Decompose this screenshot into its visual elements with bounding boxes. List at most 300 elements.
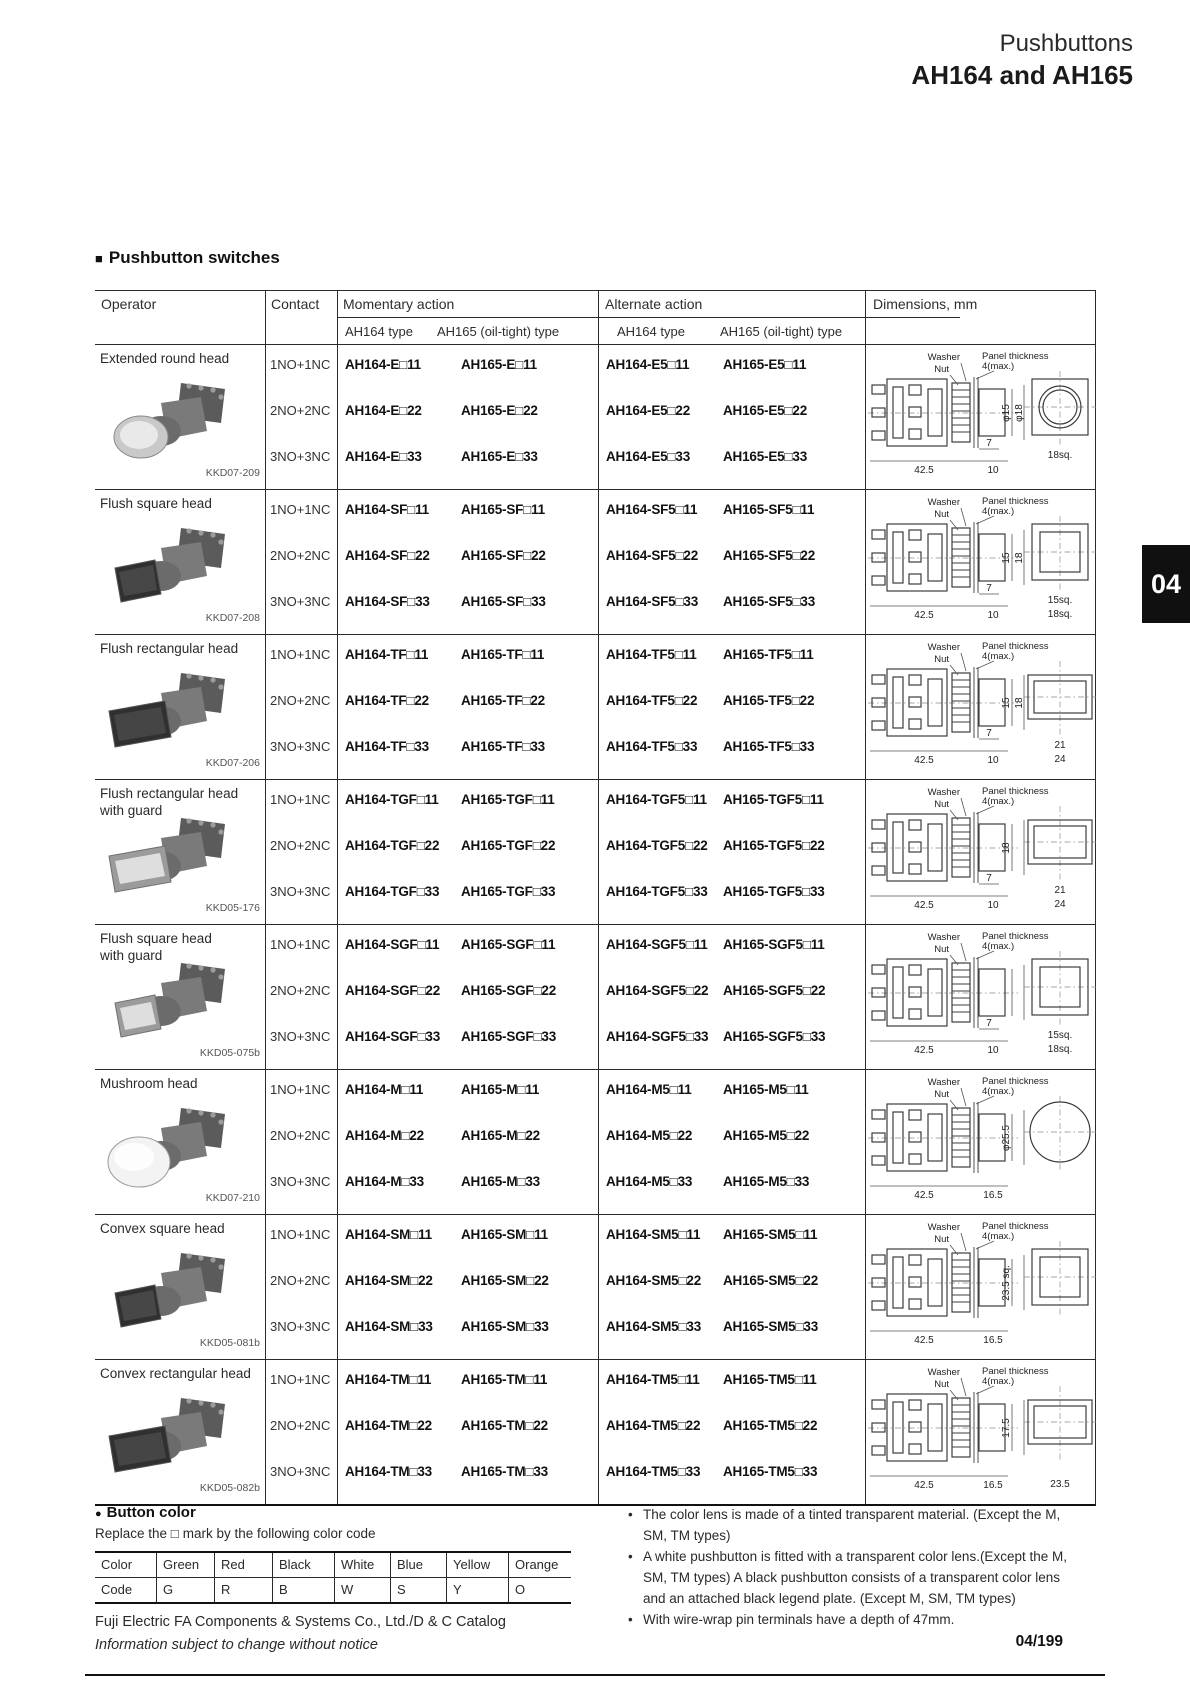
operator-cell — [95, 345, 265, 489]
bullet-icon: • — [628, 1549, 633, 1564]
button-color-title — [95, 1504, 196, 1521]
contact-cell — [265, 1070, 338, 1214]
part-number: AH165-SGF5□33 — [723, 1029, 826, 1044]
part-number: AH164-TM□33 — [345, 1464, 432, 1479]
part-number: AH164-TM□22 — [345, 1418, 432, 1433]
product-photo — [103, 957, 253, 1047]
part-number: AH164-M□11 — [345, 1082, 424, 1097]
vertical-dim-1: 18 — [1001, 842, 1012, 854]
nut-washer-drawing — [952, 818, 970, 877]
operator-name: Convex square head — [100, 1221, 225, 1236]
panel-thickness-label: Panel thickness — [982, 1221, 1049, 1232]
vertical-dim-2: φ18 — [1014, 404, 1025, 422]
bottom-dim-1: 42.5 — [914, 610, 934, 621]
terminal-block-drawing — [872, 379, 947, 446]
part-number: AH165-SGF□22 — [461, 983, 557, 998]
part-number: AH164-SM□33 — [345, 1319, 433, 1334]
part-number: AH164-SM5□22 — [606, 1273, 702, 1288]
part-number: AH165-SF5□33 — [723, 594, 816, 609]
part-number: AH164-TF□22 — [345, 693, 429, 708]
part-number: AH164-TF□33 — [345, 739, 429, 754]
code-cell: Y — [447, 1578, 509, 1602]
part-number: AH165-TGF5□33 — [723, 884, 825, 899]
part-number: AH164-SF□22 — [345, 548, 430, 563]
table-row — [95, 635, 1095, 780]
header-vline — [598, 291, 599, 344]
vertical-dim-2: 18 — [1014, 552, 1025, 564]
part-number: AH165-E5□33 — [723, 449, 808, 464]
part-number: AH165-TM□22 — [461, 1418, 548, 1433]
color-cell: Black — [273, 1553, 335, 1577]
part-number: AH165-SM□22 — [461, 1273, 549, 1288]
table-row — [95, 345, 1095, 490]
nut-label: Nut — [934, 509, 949, 520]
dimensions-cell — [865, 925, 1096, 1069]
code-cell: Code — [95, 1578, 157, 1602]
part-number: AH164-TGF5□22 — [606, 838, 708, 853]
contact-rating: 1NO+1NC — [270, 1372, 331, 1387]
part-number: AH165-SF□22 — [461, 548, 546, 563]
contact-rating: 3NO+3NC — [270, 594, 331, 609]
panel-thickness-label: Panel thickness — [982, 496, 1049, 507]
vertical-dim-1: φ15 — [1001, 404, 1012, 422]
bullet-icon: ● — [95, 1508, 102, 1520]
part-number: AH164-E5□11 — [606, 357, 690, 372]
terminal-block-drawing — [872, 1104, 947, 1171]
vertical-dim-1: 15 — [1001, 552, 1012, 564]
dimensions-cell — [865, 1215, 1096, 1359]
part-number: AH164-E5□33 — [606, 449, 691, 464]
part-number: AH164-SF5□22 — [606, 548, 699, 563]
vertical-dim-2: 18 — [1014, 697, 1025, 709]
nut-label: Nut — [934, 1379, 949, 1390]
top-dim — [979, 1018, 999, 1029]
top-dim-value: 7 — [986, 1018, 992, 1029]
panel-thickness-value: 4(max.) — [982, 361, 1015, 372]
momentary-cell — [337, 1215, 599, 1359]
part-number: AH165-TF□33 — [461, 739, 545, 754]
part-number: AH165-TM5□22 — [723, 1418, 818, 1433]
bottom-dim-1: 42.5 — [914, 900, 934, 911]
momentary-cell — [337, 780, 599, 924]
washer-label: Washer — [927, 642, 960, 653]
note-item — [628, 1609, 1073, 1630]
terminal-block-drawing — [872, 814, 947, 881]
pushbutton-table — [95, 290, 1096, 1506]
header-vline — [265, 291, 266, 344]
part-number: AH165-TM□11 — [461, 1372, 548, 1387]
dimensions-cell — [865, 1360, 1096, 1504]
alternate-cell — [598, 925, 866, 1069]
momentary-cell — [337, 490, 599, 634]
contact-rating: 3NO+3NC — [270, 1174, 331, 1189]
part-number: AH164-TM5□22 — [606, 1418, 701, 1433]
part-number: AH165-SM□33 — [461, 1319, 549, 1334]
photo-id: KKD07-206 — [205, 757, 260, 769]
page-number: 04/199 — [1015, 1633, 1063, 1650]
part-number: AH164-TF5□22 — [606, 693, 698, 708]
alternate-cell — [598, 635, 866, 779]
part-number: AH164-M□33 — [345, 1174, 424, 1189]
part-number: AH165-SGF□11 — [461, 937, 556, 952]
contact-cell — [265, 1215, 338, 1359]
contact-rating: 2NO+2NC — [270, 1128, 331, 1143]
part-number: AH164-TGF□11 — [345, 792, 439, 807]
panel-thickness-value: 4(max.) — [982, 506, 1015, 517]
part-number: AH165-E□11 — [461, 357, 537, 372]
part-number: AH164-SM□22 — [345, 1273, 433, 1288]
contact-rating: 2NO+2NC — [270, 1418, 331, 1433]
contact-rating: 1NO+1NC — [270, 502, 331, 517]
part-number: AH164-E5□22 — [606, 403, 691, 418]
operator-cell — [95, 1360, 265, 1504]
operator-name-line2: with guard — [100, 803, 163, 818]
front-dim-2: 24 — [1054, 899, 1066, 910]
photo-id: KKD07-210 — [205, 1192, 260, 1204]
dimension-drawing — [866, 784, 1096, 918]
panel-thickness-label: Panel thickness — [982, 641, 1049, 652]
table-row — [95, 490, 1095, 635]
part-number: AH164-TGF□22 — [345, 838, 440, 853]
bottom-dim-2: 16.5 — [983, 1335, 1003, 1346]
part-number: AH164-TM□11 — [345, 1372, 432, 1387]
contact-rating: 3NO+3NC — [270, 739, 331, 754]
part-number: AH165-SF□11 — [461, 502, 545, 517]
table-row — [95, 925, 1095, 1070]
notes-list — [628, 1504, 1073, 1630]
contact-rating: 3NO+3NC — [270, 1464, 331, 1479]
page-title: Pushbuttons — [999, 30, 1133, 57]
contact-rating: 3NO+3NC — [270, 449, 331, 464]
momentary-cell — [337, 1360, 599, 1504]
dimensions-cell — [865, 1070, 1096, 1214]
front-dim-1: 18sq. — [1047, 450, 1073, 461]
nut-washer-drawing — [952, 528, 970, 587]
panel-thickness-value: 4(max.) — [982, 796, 1015, 807]
part-number: AH164-SF□11 — [345, 502, 429, 517]
part-number: AH164-E□33 — [345, 449, 422, 464]
subheader-ah165-momentary: AH165 (oil-tight) type — [437, 324, 560, 339]
bullet-icon: • — [628, 1612, 633, 1627]
part-number: AH165-SM5□22 — [723, 1273, 819, 1288]
rect-head-illustration — [109, 1426, 171, 1472]
contact-rating: 2NO+2NC — [270, 403, 331, 418]
bullet-icon: • — [628, 1507, 633, 1522]
alternate-cell — [598, 780, 866, 924]
part-number: AH164-TGF5□33 — [606, 884, 708, 899]
panel-thickness-value: 4(max.) — [982, 1376, 1015, 1387]
product-photo — [103, 812, 253, 902]
top-dim — [979, 873, 999, 884]
washer-label: Washer — [927, 787, 960, 798]
front-dim-1: 15sq. — [1047, 595, 1073, 606]
momentary-cell — [337, 345, 599, 489]
photo-id: KKD07-209 — [205, 467, 260, 479]
dimension-drawing — [866, 1364, 1096, 1498]
nut-washer-drawing — [952, 1108, 970, 1167]
terminal-block-drawing — [872, 669, 947, 736]
nut-label: Nut — [934, 944, 949, 955]
color-cell: Green — [157, 1553, 215, 1577]
part-number: AH165-SGF□33 — [461, 1029, 557, 1044]
part-number: AH164-SF5□11 — [606, 502, 698, 517]
bottom-dim-2: 10 — [987, 610, 999, 621]
top-dim — [979, 438, 999, 449]
header-vline — [865, 291, 866, 344]
part-number: AH164-M5□33 — [606, 1174, 693, 1189]
product-photo — [103, 667, 253, 757]
product-photo — [103, 522, 253, 612]
part-number: AH165-TM5□11 — [723, 1372, 817, 1387]
part-number: AH164-SGF5□22 — [606, 983, 709, 998]
part-number: AH165-M5□22 — [723, 1128, 810, 1143]
part-number: AH164-M5□11 — [606, 1082, 692, 1097]
part-number: AH164-M5□22 — [606, 1128, 693, 1143]
dimension-drawing — [866, 494, 1096, 628]
part-number: AH164-SGF□33 — [345, 1029, 441, 1044]
washer-label: Washer — [927, 497, 960, 508]
part-number: AH165-M□22 — [461, 1128, 540, 1143]
contact-cell — [265, 490, 338, 634]
note-text: A white pushbutton is fitted with a transparent color lens.(Except the M, SM, TM types) A black pushbutton consists of a transparent color lens and an attached black legend plate. (Except M, SM, TM types) — [643, 1549, 1067, 1606]
operator-name-line2: with guard — [100, 948, 163, 963]
operator-cell — [95, 780, 265, 924]
round-head-illustration — [114, 416, 168, 458]
photo-id: KKD05-082b — [199, 1482, 260, 1494]
part-number: AH164-TGF5□11 — [606, 792, 707, 807]
part-number: AH164-TF5□11 — [606, 647, 697, 662]
operator-cell — [95, 925, 265, 1069]
square-head-illustration — [115, 560, 161, 602]
contact-cell — [265, 780, 338, 924]
panel-thickness-label: Panel thickness — [982, 1076, 1049, 1087]
operator-name: Flush square head — [100, 931, 212, 946]
button-color-title-text: Button color — [106, 1504, 196, 1521]
part-number: AH164-SF□33 — [345, 594, 430, 609]
dimension-drawing — [866, 1219, 1096, 1353]
table-row — [95, 780, 1095, 925]
part-number: AH164-E□22 — [345, 403, 422, 418]
panel-thickness-label: Panel thickness — [982, 931, 1049, 942]
code-cell: S — [391, 1578, 447, 1602]
part-number: AH164-TF□11 — [345, 647, 429, 662]
table-row — [95, 1215, 1095, 1360]
bottom-dim-2: 10 — [987, 465, 999, 476]
col-header-momentary: Momentary action — [343, 296, 455, 312]
part-number: AH164-SM5□11 — [606, 1227, 701, 1242]
operator-name: Extended round head — [100, 351, 230, 366]
nut-label: Nut — [934, 1089, 949, 1100]
front-dim-1: 15sq. — [1047, 1030, 1073, 1041]
bottom-dim-1: 42.5 — [914, 1480, 934, 1491]
contact-rating: 1NO+1NC — [270, 937, 331, 952]
contact-rating: 1NO+1NC — [270, 357, 331, 372]
terminal-block-drawing — [872, 1249, 947, 1316]
front-dim-2: 18sq. — [1047, 609, 1073, 620]
note-text: With wire-wrap pin terminals have a depth of 47mm. — [643, 1612, 955, 1627]
part-number: AH165-E□22 — [461, 403, 538, 418]
part-number: AH164-SGF5□11 — [606, 937, 708, 952]
color-cell: Blue — [391, 1553, 447, 1577]
dimension-drawing — [866, 929, 1096, 1063]
note-text: The color lens is made of a tinted transparent material. (Except the M, SM, TM types) — [643, 1507, 1061, 1543]
contact-cell — [265, 925, 338, 1069]
part-number: AH164-E□11 — [345, 357, 421, 372]
terminal-block-drawing — [872, 959, 947, 1026]
bottom-dim-1: 42.5 — [914, 1190, 934, 1201]
nut-washer-drawing — [952, 383, 970, 442]
part-number: AH165-TGF□11 — [461, 792, 555, 807]
code-cell: W — [335, 1578, 391, 1602]
dimension-drawing — [866, 639, 1096, 773]
section-marker-icon: ■ — [95, 251, 103, 266]
section-title — [95, 248, 280, 268]
part-number: AH164-SM5□33 — [606, 1319, 702, 1334]
operator-cell — [95, 1070, 265, 1214]
bottom-dim-1: 42.5 — [914, 1335, 934, 1346]
contact-rating: 3NO+3NC — [270, 1319, 331, 1334]
part-number: AH165-M5□11 — [723, 1082, 809, 1097]
contact-rating: 3NO+3NC — [270, 884, 331, 899]
operator-name: Flush square head — [100, 496, 212, 511]
part-number: AH165-TM□33 — [461, 1464, 548, 1479]
bottom-dim-1: 42.5 — [914, 755, 934, 766]
terminal-block-drawing — [872, 1394, 947, 1461]
vertical-dim-1: 23.5 sq. — [1001, 1265, 1012, 1301]
code-cell: G — [157, 1578, 215, 1602]
part-number: AH165-SM5□33 — [723, 1319, 819, 1334]
operator-name: Convex rectangular head — [100, 1366, 251, 1381]
nut-washer-drawing — [952, 1253, 970, 1312]
operator-name: Mushroom head — [100, 1076, 198, 1091]
nut-label: Nut — [934, 1234, 949, 1245]
part-number: AH165-SGF5□11 — [723, 937, 825, 952]
vertical-dim-1: 17.5 — [1001, 1418, 1012, 1438]
panel-thickness-label: Panel thickness — [982, 786, 1049, 797]
subheader-ah165-alternate: AH165 (oil-tight) type — [720, 324, 843, 339]
page-subtitle: AH164 and AH165 — [911, 60, 1133, 90]
contact-rating: 2NO+2NC — [270, 548, 331, 563]
col-header-operator: Operator — [101, 296, 157, 312]
part-number: AH164-M□22 — [345, 1128, 424, 1143]
contact-rating: 2NO+2NC — [270, 693, 331, 708]
panel-thickness-label: Panel thickness — [982, 351, 1049, 362]
product-photo — [103, 1392, 253, 1482]
dimensions-cell — [865, 780, 1096, 924]
color-cell: Red — [215, 1553, 273, 1577]
top-dim — [979, 728, 999, 739]
part-number: AH165-SF5□11 — [723, 502, 815, 517]
part-number: AH165-E5□11 — [723, 357, 807, 372]
section-title-text: Pushbutton switches — [108, 248, 280, 267]
terminal-block-drawing — [872, 524, 947, 591]
footer-disclaimer: Information subject to change without notice — [95, 1637, 378, 1653]
contact-rating: 1NO+1NC — [270, 647, 331, 662]
bottom-dim-1: 42.5 — [914, 465, 934, 476]
nut-washer-drawing — [952, 963, 970, 1022]
part-number: AH165-TGF□22 — [461, 838, 556, 853]
code-row — [95, 1578, 571, 1602]
code-cell: B — [273, 1578, 335, 1602]
dimension-drawing — [866, 349, 1096, 483]
panel-thickness-value: 4(max.) — [982, 651, 1015, 662]
dimensions-cell — [865, 490, 1096, 634]
part-number: AH164-SGF□11 — [345, 937, 440, 952]
table-header — [95, 291, 1095, 345]
nut-label: Nut — [934, 799, 949, 810]
bottom-dim-1: 42.5 — [914, 1045, 934, 1056]
part-number: AH164-SM□11 — [345, 1227, 432, 1242]
operator-cell — [95, 635, 265, 779]
momentary-cell — [337, 925, 599, 1069]
part-number: AH165-SF5□22 — [723, 548, 816, 563]
color-code-table — [95, 1551, 571, 1604]
subheader-ah164-alternate: AH164 type — [617, 324, 685, 339]
part-number: AH165-TGF5□22 — [723, 838, 825, 853]
part-number: AH164-TGF□33 — [345, 884, 440, 899]
nut-label: Nut — [934, 364, 949, 375]
panel-thickness-value: 4(max.) — [982, 1086, 1015, 1097]
part-number: AH165-E□33 — [461, 449, 538, 464]
part-number: AH164-TM5□33 — [606, 1464, 701, 1479]
operator-cell — [95, 490, 265, 634]
alternate-cell — [598, 1215, 866, 1359]
panel-thickness-value: 4(max.) — [982, 941, 1015, 952]
part-number: AH165-M□33 — [461, 1174, 540, 1189]
subheader-ah164-momentary: AH164 type — [345, 324, 413, 339]
alternate-cell — [598, 345, 866, 489]
contact-rating: 2NO+2NC — [270, 838, 331, 853]
color-cell: Yellow — [447, 1553, 509, 1577]
code-cell: O — [515, 1582, 526, 1597]
code-cell: R — [215, 1578, 273, 1602]
operator-name: Flush rectangular head — [100, 786, 239, 801]
photo-id: KKD05-081b — [199, 1337, 260, 1349]
part-number: AH164-SF5□33 — [606, 594, 699, 609]
contact-rating: 1NO+1NC — [270, 1227, 331, 1242]
part-number: AH165-TGF□33 — [461, 884, 556, 899]
washer-label: Washer — [927, 1077, 960, 1088]
operator-cell — [95, 1215, 265, 1359]
washer-label: Washer — [927, 1222, 960, 1233]
button-color-subtitle: Replace the □ mark by the following color code — [95, 1526, 376, 1541]
head-side-drawing — [979, 969, 1005, 1016]
momentary-cell — [337, 635, 599, 779]
color-row — [95, 1553, 571, 1578]
part-number: AH165-SGF5□22 — [723, 983, 826, 998]
square-head-illustration — [115, 1285, 161, 1327]
col-header-contact: Contact — [271, 296, 320, 312]
table-row — [95, 1070, 1095, 1215]
contact-rating: 1NO+1NC — [270, 1082, 331, 1097]
part-number: AH165-M5□33 — [723, 1174, 810, 1189]
part-number: AH164-SGF5□33 — [606, 1029, 709, 1044]
top-dim-value: 7 — [986, 873, 992, 884]
part-number: AH165-TM5□33 — [723, 1464, 818, 1479]
product-photo — [103, 1247, 253, 1337]
color-cell: Color — [95, 1553, 157, 1577]
contact-cell — [265, 345, 338, 489]
part-number: AH165-SM□11 — [461, 1227, 548, 1242]
square-guard-head-illustration — [115, 995, 161, 1037]
contact-rating: 3NO+3NC — [270, 1029, 331, 1044]
dimensions-cell — [865, 345, 1096, 489]
chapter-tab-label: 04 — [1150, 568, 1182, 599]
table-body — [95, 345, 1095, 1504]
bottom-dim-2: 16.5 — [983, 1480, 1003, 1491]
product-photo — [103, 377, 253, 467]
nut-washer-drawing — [952, 1398, 970, 1457]
